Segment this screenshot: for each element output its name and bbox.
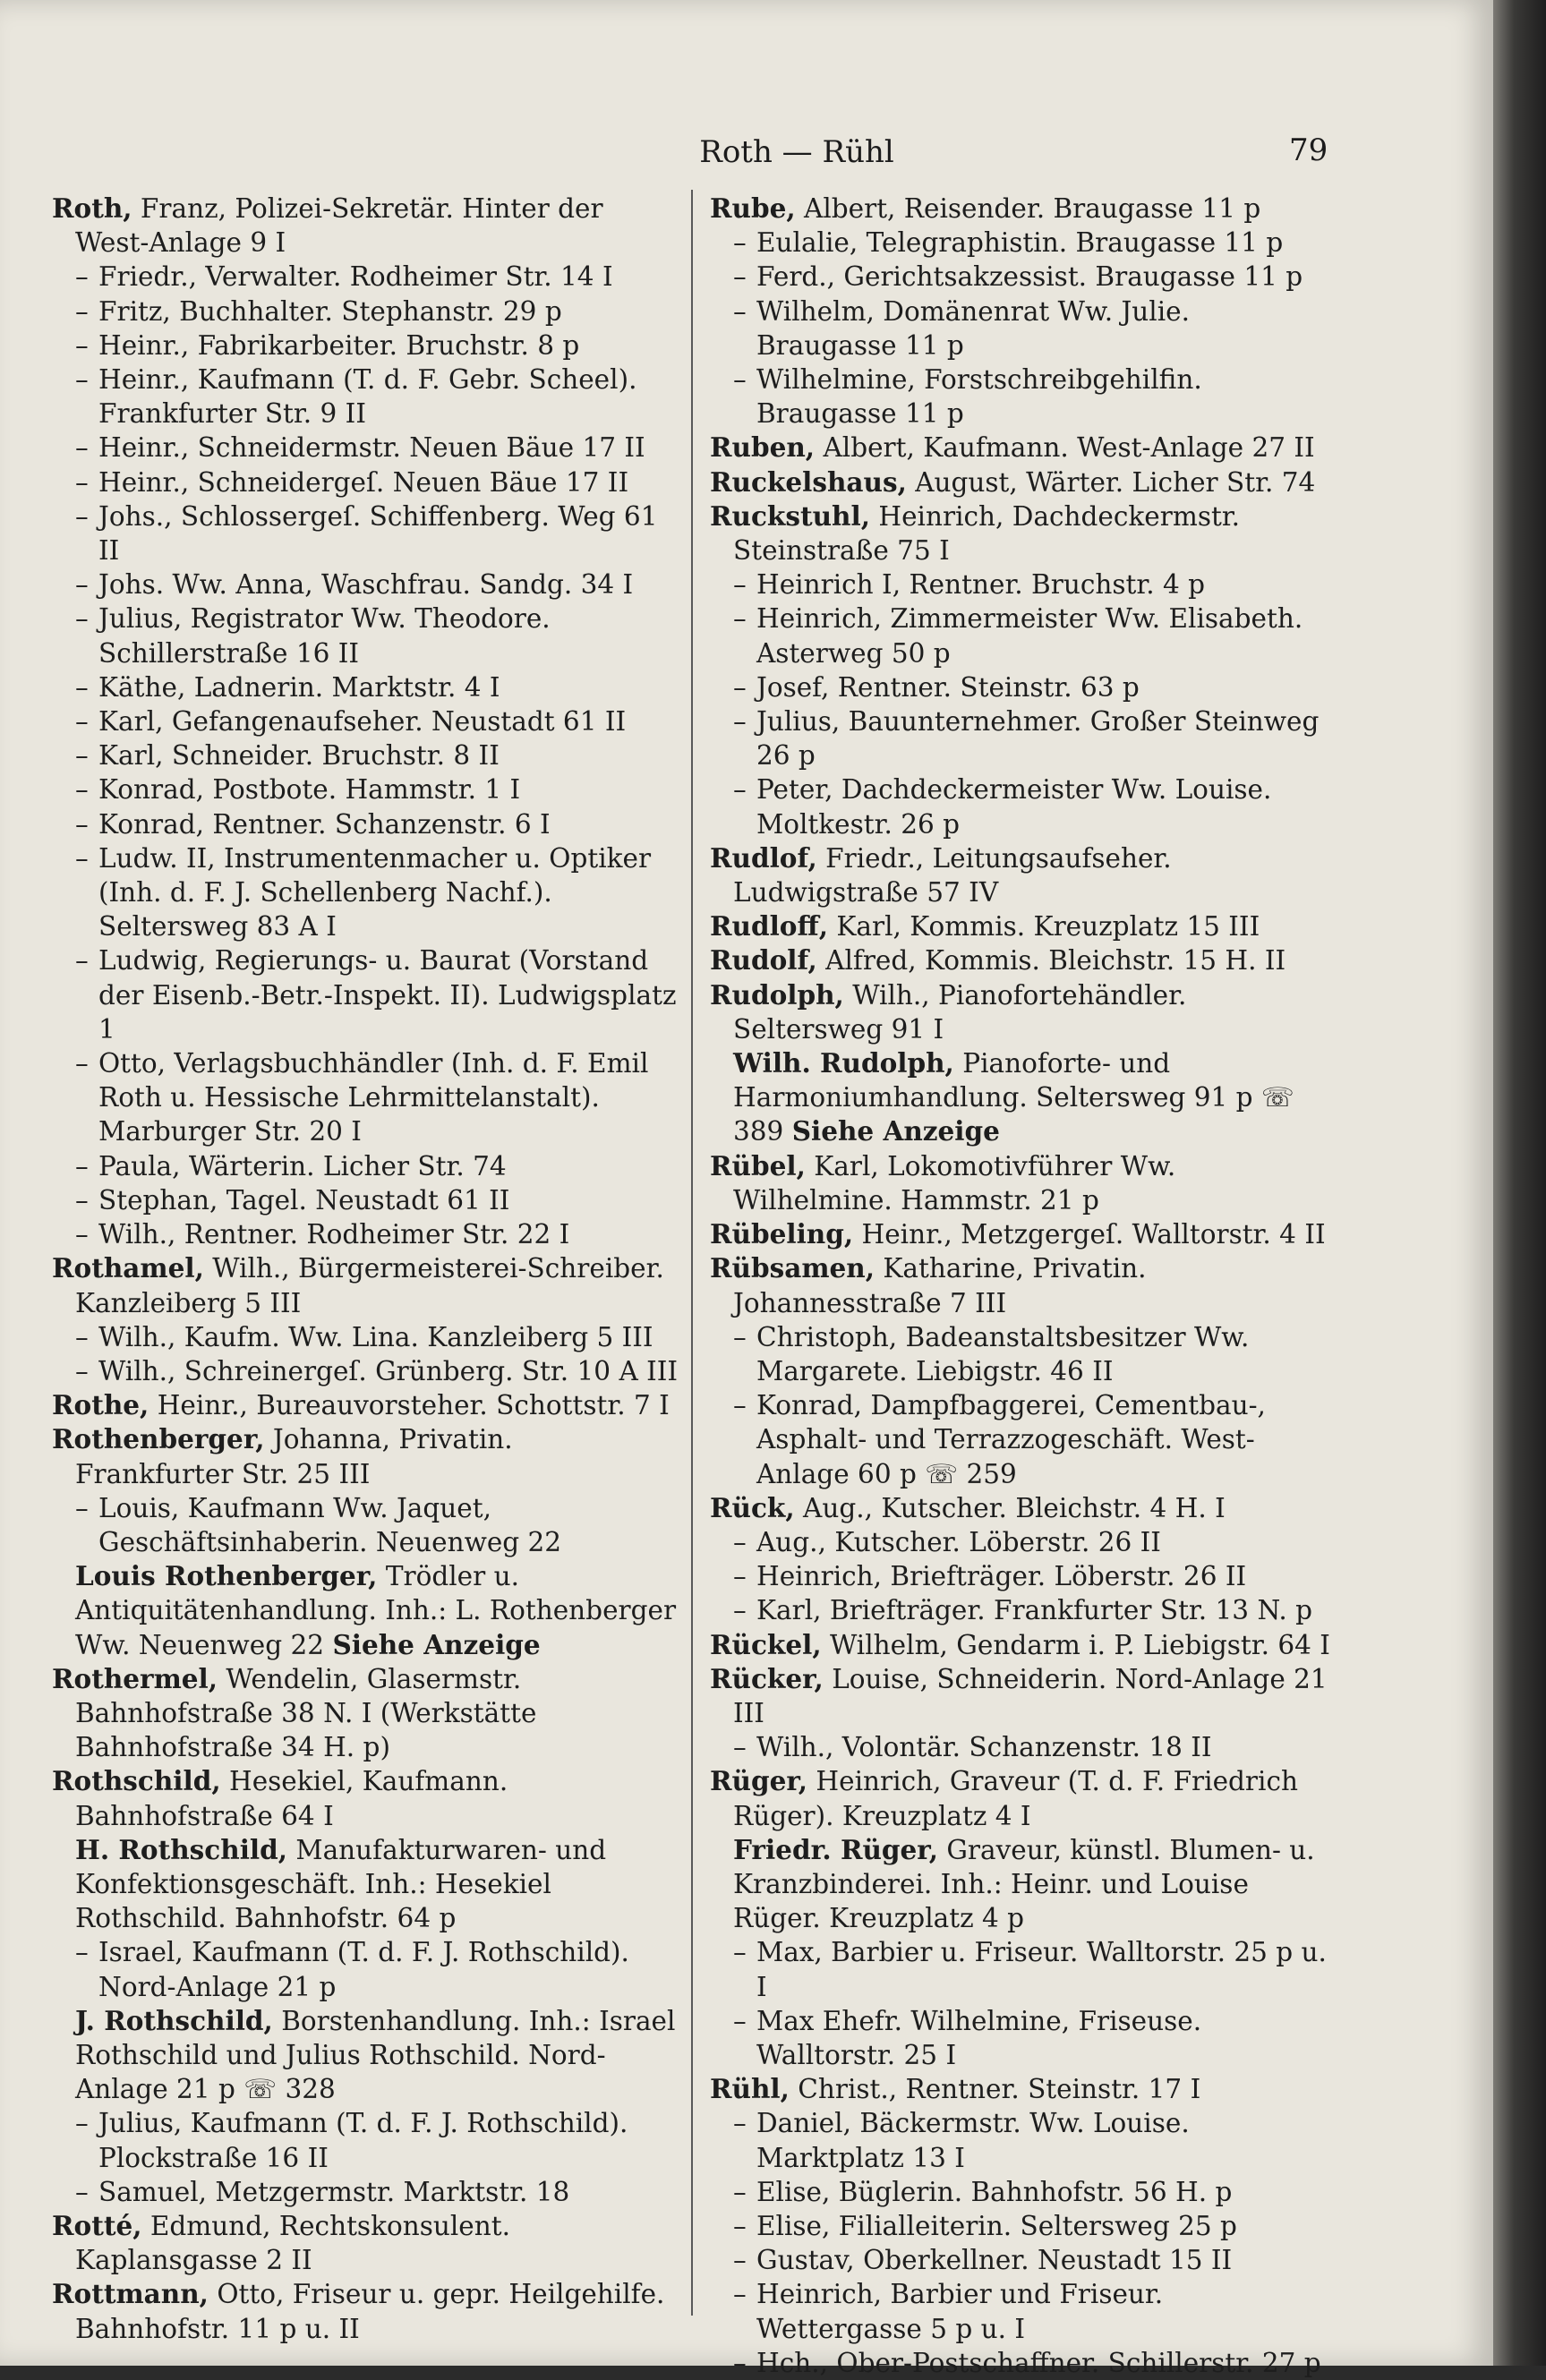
entry-surname: Rückel, <box>710 1628 822 1660</box>
entry-details: Heinr., Bureauvorsteher. Schottstr. 7 I <box>149 1390 670 1421</box>
entry-details: Paula, Wärterin. Licher Str. 74 <box>98 1150 507 1181</box>
directory-entry <box>710 1525 1337 1559</box>
ditto-dash: – <box>733 227 747 259</box>
entry-details: Louis, Kaufmann Ww. Jaquet, Geschäftsinhaberin. Neuenweg 22 <box>98 1492 562 1557</box>
entry-details: Heinr., Schneidergeſ. Neuen Bäue 17 II <box>98 466 629 498</box>
ditto-dash: – <box>75 1150 89 1181</box>
entry-details: Ferd., Gerichtsakzessist. Braugasse 11 p <box>756 261 1303 293</box>
entry-details: Konrad, Postbote. Hammstr. 1 I <box>98 774 521 806</box>
directory-entry <box>52 2277 679 2345</box>
entry-surname: J. Rothschild, <box>75 2004 273 2036</box>
ditto-dash: – <box>733 1321 747 1352</box>
entry-surname: Friedr. Rüger, <box>733 1833 938 1865</box>
directory-entry <box>52 294 679 328</box>
entry-details: Pianoforte- und Harmoniumhandlung. Seltersweg 91 p ☏ 389 <box>733 1048 1294 1147</box>
entry-details: Wilh., Pianofortehändler. Seltersweg 91 I <box>733 979 1187 1045</box>
directory-entry <box>52 1046 679 1149</box>
entry-surname: Rothenberger, <box>52 1423 265 1455</box>
directory-entry <box>710 2004 1337 2072</box>
entry-details: Otto, Friseur u. gepr. Heilgehilfe. Bahnhofstr. 11 p u. II <box>75 2279 665 2344</box>
entry-details: Konrad, Dampfbaggerei, Cementbau-, Asphalt- und Terrazzogeschäft. West-Anlage 60 p ☏ 259 <box>756 1390 1266 1489</box>
ditto-dash: – <box>733 569 747 601</box>
directory-entry <box>52 943 679 1046</box>
ditto-dash: – <box>75 295 89 327</box>
running-head: Roth — Rühl <box>699 134 894 170</box>
ditto-dash: – <box>733 1561 747 1592</box>
entry-details: Max Ehefr. Wilhelmine, Friseuse. Walltorstr. 25 I <box>756 2005 1202 2070</box>
directory-entry <box>710 2072 1337 2106</box>
directory-entry <box>710 1730 1337 1764</box>
directory-entry <box>710 2209 1337 2243</box>
directory-entry <box>52 1662 679 1765</box>
directory-entry <box>710 1491 1337 1525</box>
entry-details: Julius, Kaufmann (T. d. F. J. Rothschild). Plockstraße 16 II <box>98 2108 628 2173</box>
entry-details: Graveur, künstl. Blumen- u. Kranzbinderei. Inh.: Heinr. und Louise Rüger. Kreuzplatz 4 p <box>733 1834 1315 1934</box>
advertisement-entry <box>710 1046 1337 1149</box>
entry-details: Ludw. II, Instrumentenmacher u. Optiker (Inh. d. F. J. Schellenberg Nachf.). Seltersweg 83 A I <box>98 842 652 943</box>
entry-details: Julius, Bauunternehmer. Großer Steinweg 26 p <box>756 706 1320 772</box>
directory-entry <box>710 431 1337 465</box>
entry-details: Karl, Lokomotivführer Ww. Wilhelmine. Hammstr. 21 p <box>733 1150 1176 1216</box>
entry-details: Israel, Kaufmann (T. d. F. J. Rothschild). Nord-Anlage 21 p <box>98 1937 629 2002</box>
entry-details: Wilhelm, Domänenrat Ww. Julie. Braugasse 11 p <box>756 295 1190 361</box>
entry-details: Louise, Schneiderin. Nord-Anlage 21 III <box>733 1663 1328 1728</box>
entry-surname: Rotté, <box>52 2209 142 2241</box>
directory-entry <box>52 1935 679 2003</box>
directory-entry <box>710 978 1337 1046</box>
directory-entry <box>710 1935 1337 2003</box>
directory-entry <box>710 1764 1337 1832</box>
directory-entry <box>710 226 1337 260</box>
directory-entry <box>710 2243 1337 2277</box>
entry-details: Wilh., Bürgermeisterei-Schreiber. Kanzleiberg 5 III <box>75 1253 664 1318</box>
ditto-dash: – <box>75 261 89 293</box>
directory-entry <box>710 1251 1337 1319</box>
entry-details: Gustav, Oberkellner. Neustadt 15 II <box>756 2245 1233 2276</box>
entry-details: Heinrich, Briefträger. Löberstr. 26 II <box>756 1561 1247 1592</box>
directory-entry <box>710 567 1337 601</box>
entry-surname: Rübeling, <box>710 1218 854 1250</box>
advertisement-entry <box>52 1559 679 1662</box>
right-column <box>710 192 1337 2380</box>
entry-details: Peter, Dachdeckermeister Ww. Louise. Moltkestr. 26 p <box>756 774 1272 840</box>
entry-details: Wendelin, Glasermstr. Bahnhofstraße 38 N. I (Werkstätte Bahnhofstraße 34 H. p) <box>75 1663 537 1763</box>
directory-entry <box>52 1251 679 1319</box>
directory-entry <box>52 1764 679 1832</box>
entry-details: Albert, Reisender. Braugasse 11 p <box>795 193 1261 224</box>
directory-entry <box>52 465 679 499</box>
ditto-dash: – <box>75 432 89 464</box>
directory-entry <box>52 1320 679 1354</box>
directory-entry <box>52 2175 679 2209</box>
ditto-dash: – <box>75 364 89 396</box>
entry-details: Friedr., Leitungsaufseher. Ludwigstraße 57 IV <box>733 842 1172 908</box>
entry-details: Manufakturwaren- und Konfektionsgeschäft. Inh.: Hesekiel Rothschild. Bahnhofstr. 64 p <box>75 1834 607 1934</box>
directory-entry <box>52 1217 679 1251</box>
directory-entry <box>710 1628 1337 1662</box>
entry-details: Ludwig, Regierungs- u. Baurat (Vorstand der Eisenb.-Betr.-Inspekt. II). Ludwigsplatz 1 <box>98 945 677 1045</box>
entry-details: Wilhelmine, Forstschreibgehilfin. Braugasse 11 p <box>756 364 1202 430</box>
entry-details: Josef, Rentner. Steinstr. 63 p <box>756 671 1140 703</box>
entry-details: Karl, Kommis. Kreuzplatz 15 III <box>827 911 1260 943</box>
ditto-dash: – <box>75 569 89 601</box>
entry-surname: H. Rothschild, <box>75 1833 288 1865</box>
ditto-dash: – <box>733 603 747 635</box>
directory-entry <box>710 363 1337 431</box>
entry-surname: Roth, <box>52 192 132 224</box>
directory-entry <box>52 1491 679 1559</box>
entry-surname: Rühl, <box>710 2073 790 2105</box>
entry-details: Alfred, Kommis. Bleichstr. 15 H. II <box>816 945 1286 977</box>
directory-entry <box>52 841 679 944</box>
entry-details: Christ., Rentner. Steinstr. 17 I <box>789 2074 1201 2105</box>
directory-entry <box>52 192 679 260</box>
directory-entry <box>52 2209 679 2277</box>
entry-details: Heinrich, Zimmermeister Ww. Elisabeth. Asterweg 50 p <box>756 603 1303 669</box>
entry-details: Johs., Schlossergeſ. Schiffenberg. Weg 61 II <box>98 500 658 567</box>
entry-surname: Rudolf, <box>710 944 817 977</box>
ditto-dash: – <box>75 500 89 532</box>
ditto-dash: – <box>75 740 89 772</box>
directory-entry <box>52 670 679 704</box>
directory-entry <box>52 601 679 670</box>
entry-details: Friedr., Verwalter. Rodheimer Str. 14 I <box>98 261 613 293</box>
entry-details: Wilh., Volontär. Schanzenstr. 18 II <box>756 1732 1212 1763</box>
ditto-dash: – <box>75 1321 89 1352</box>
entry-surname: Rothe, <box>52 1389 149 1421</box>
directory-entry <box>710 1388 1337 1491</box>
entry-details: Albert, Kaufmann. West-Anlage 27 II <box>815 432 1315 464</box>
entry-details: Trödler u. Antiquitätenhandlung. Inh.: L. Rothenberger Ww. Neuenweg 22 <box>75 1561 677 1660</box>
ditto-dash: – <box>75 1937 89 1968</box>
ditto-dash: – <box>733 774 747 806</box>
directory-entry <box>52 499 679 567</box>
directory-entry <box>52 738 679 772</box>
ditto-dash: – <box>733 1390 747 1421</box>
directory-entry <box>710 841 1337 909</box>
entry-details: Johanna, Privatin. Frankfurter Str. 25 III <box>75 1424 513 1489</box>
directory-entry <box>52 704 679 738</box>
ditto-dash: – <box>75 842 89 874</box>
directory-entry <box>52 2106 679 2174</box>
directory-entry <box>52 363 679 431</box>
ditto-dash: – <box>75 706 89 738</box>
ditto-dash: – <box>75 945 89 977</box>
directory-entry <box>52 1354 679 1388</box>
ditto-dash: – <box>733 1595 747 1626</box>
entry-details: Borstenhandlung. Inh.: Israel Rothschild und Julius Rothschild. Nord-Anlage 21 p ☏ 328 <box>75 2005 676 2105</box>
directory-entry <box>710 2277 1337 2345</box>
entry-surname: Rübel, <box>710 1149 806 1181</box>
book-edge <box>1493 0 1546 2366</box>
entry-surname: Rücker, <box>710 1662 824 1694</box>
entry-surname: Rück, <box>710 1491 795 1523</box>
ditto-dash: – <box>733 2245 747 2276</box>
directory-entry <box>710 1320 1337 1388</box>
ad-reference: Siehe Anzeige <box>332 1628 541 1660</box>
entry-details: Heinrich, Dachdeckermstr. Steinstraße 75 I <box>733 500 1241 567</box>
directory-entry <box>52 1422 679 1490</box>
directory-entry <box>52 807 679 841</box>
entry-details: Christoph, Badeanstaltsbesitzer Ww. Margarete. Liebigstr. 46 II <box>756 1321 1250 1386</box>
directory-entry <box>710 909 1337 943</box>
entry-surname: Wilh. Rudolph, <box>733 1047 954 1079</box>
entry-surname: Rudolph, <box>710 978 844 1011</box>
directory-entry <box>52 1149 679 1183</box>
entry-details: Daniel, Bäckermstr. Ww. Louise. Marktplatz 13 I <box>756 2108 1190 2173</box>
directory-entry <box>710 465 1337 499</box>
ditto-dash: – <box>733 2279 747 2310</box>
directory-entry <box>710 704 1337 772</box>
directory-entry <box>710 192 1337 226</box>
entry-details: Stephan, Tagel. Neustadt 61 II <box>98 1184 510 1216</box>
ditto-dash: – <box>75 2176 89 2207</box>
entry-details: Franz, Polizei-Sekretär. Hinter der West-Anlage 9 I <box>75 193 603 259</box>
entry-details: Heinrich I, Rentner. Bruchstr. 4 p <box>756 569 1205 601</box>
directory-entry <box>710 1593 1337 1627</box>
directory-entry <box>710 670 1337 704</box>
directory-entry <box>710 943 1337 977</box>
directory-entry <box>710 772 1337 840</box>
entry-details: Katharine, Privatin. Johannesstraße 7 III <box>733 1253 1147 1318</box>
entry-surname: Ruckelshaus, <box>710 465 907 498</box>
ditto-dash: – <box>733 261 747 293</box>
entry-details: Elise, Büglerin. Bahnhofstr. 56 H. p <box>756 2176 1233 2207</box>
entry-details: Heinrich, Barbier und Friseur. Wettergasse 5 p u. I <box>756 2279 1164 2344</box>
entry-details: Käthe, Ladnerin. Marktstr. 4 I <box>98 671 500 703</box>
advertisement-entry <box>52 2004 679 2107</box>
entry-surname: Rottmann, <box>52 2278 209 2310</box>
entry-details: Fritz, Buchhalter. Stephanstr. 29 p <box>98 295 562 327</box>
directory-entry <box>52 1388 679 1422</box>
entry-details: Wilhelm, Gendarm i. P. Liebigstr. 64 I <box>821 1629 1330 1660</box>
entry-surname: Rothermel, <box>52 1662 218 1694</box>
directory-entry <box>710 601 1337 670</box>
entry-details: Hesekiel, Kaufmann. Bahnhofstraße 64 I <box>75 1766 508 1831</box>
ditto-dash: – <box>733 295 747 327</box>
ditto-dash: – <box>733 706 747 738</box>
entry-surname: Rothschild, <box>52 1765 221 1797</box>
entry-details: Julius, Registrator Ww. Theodore. Schillerstraße 16 II <box>98 603 551 669</box>
directory-entry <box>52 260 679 294</box>
entry-details: Karl, Briefträger. Frankfurter Str. 13 N. p <box>756 1595 1313 1626</box>
entry-surname: Rube, <box>710 192 796 224</box>
entry-details: Heinr., Kaufmann (T. d. F. Gebr. Scheel). Frankfurter Str. 9 II <box>98 364 637 430</box>
directory-entry <box>52 431 679 465</box>
ditto-dash: – <box>733 364 747 396</box>
ditto-dash: – <box>733 1732 747 1763</box>
entry-surname: Rüger, <box>710 1765 808 1797</box>
directory-entry <box>710 2175 1337 2209</box>
entry-details: Heinr., Metzgergeſ. Walltorstr. 4 II <box>853 1219 1326 1250</box>
ditto-dash: – <box>75 466 89 498</box>
entry-details: Elise, Filialleiterin. Seltersweg 25 p <box>756 2210 1237 2241</box>
directory-entry <box>710 1559 1337 1593</box>
entry-details: Edmund, Rechtskonsulent. Kaplansgasse 2 II <box>75 2210 510 2276</box>
entry-details: August, Wärter. Licher Str. 74 <box>906 466 1316 498</box>
entry-surname: Rothamel, <box>52 1252 204 1284</box>
left-column <box>52 192 679 2346</box>
ditto-dash: – <box>75 1355 89 1386</box>
directory-entry <box>52 772 679 806</box>
entry-details: Heinr., Schneidermstr. Neuen Bäue 17 II <box>98 432 645 464</box>
directory-entry <box>710 260 1337 294</box>
ad-reference: Siehe Anzeige <box>791 1115 1000 1147</box>
entry-surname: Rudloff, <box>710 910 828 943</box>
ditto-dash: – <box>75 1219 89 1250</box>
ditto-dash: – <box>733 2210 747 2241</box>
ditto-dash: – <box>733 2347 747 2378</box>
ditto-dash: – <box>733 2108 747 2139</box>
entry-details: Karl, Gefangenaufseher. Neustadt 61 II <box>98 706 627 738</box>
ditto-dash: – <box>75 329 89 361</box>
ditto-dash: – <box>733 2176 747 2207</box>
ditto-dash: – <box>733 2005 747 2036</box>
ditto-dash: – <box>75 671 89 703</box>
entry-details: Wilh., Schreinergeſ. Grünberg. Str. 10 A III <box>98 1355 679 1386</box>
directory-entry <box>710 294 1337 363</box>
advertisement-entry <box>52 1833 679 1936</box>
entry-details: Samuel, Metzgermstr. Marktstr. 18 <box>98 2176 570 2207</box>
entry-details: Otto, Verlagsbuchhändler (Inh. d. F. Emil Roth u. Hessische Lehrmittelanstalt). Marburger Str. 20 I <box>98 1048 649 1147</box>
entry-details: Hch., Ober-Postschaffner. Schillerstr. 27 p <box>756 2347 1321 2378</box>
entry-details: Wilh., Kaufm. Ww. Lina. Kanzleiberg 5 III <box>98 1321 653 1352</box>
directory-entry <box>710 2106 1337 2174</box>
advertisement-entry <box>710 1833 1337 1936</box>
directory-entry <box>710 499 1337 567</box>
entry-surname: Rübsamen, <box>710 1252 875 1284</box>
ditto-dash: – <box>75 1492 89 1523</box>
entry-details: Karl, Schneider. Bruchstr. 8 II <box>98 740 500 772</box>
directory-entry <box>52 1183 679 1217</box>
ditto-dash: – <box>75 808 89 840</box>
ditto-dash: – <box>75 2108 89 2139</box>
ditto-dash: – <box>733 1937 747 1968</box>
entry-details: Aug., Kutscher. Löberstr. 26 II <box>756 1526 1161 1557</box>
entry-details: Aug., Kutscher. Bleichstr. 4 H. I <box>794 1492 1226 1523</box>
entry-details: Johs. Ww. Anna, Waschfrau. Sandg. 34 I <box>98 569 634 601</box>
entry-surname: Ruckstuhl, <box>710 499 870 532</box>
directory-entry <box>710 1149 1337 1217</box>
entry-surname: Louis Rothenberger, <box>75 1560 378 1592</box>
ditto-dash: – <box>733 671 747 703</box>
entry-details: Wilh., Rentner. Rodheimer Str. 22 I <box>98 1219 570 1250</box>
entry-details: Heinrich, Graveur (T. d. F. Friedrich Rüger). Kreuzplatz 4 I <box>733 1766 1298 1831</box>
entry-details: Heinr., Fabrikarbeiter. Bruchstr. 8 p <box>98 329 580 361</box>
ditto-dash: – <box>75 603 89 635</box>
directory-entry <box>710 1662 1337 1730</box>
ditto-dash: – <box>75 1184 89 1216</box>
directory-entry <box>52 328 679 363</box>
ditto-dash: – <box>75 1048 89 1079</box>
entry-surname: Rudlof, <box>710 841 817 874</box>
directory-entry <box>52 567 679 601</box>
column-divider <box>691 190 693 2316</box>
entry-details: Max, Barbier u. Friseur. Walltorstr. 25 p u. I <box>756 1937 1327 2002</box>
entry-details: Konrad, Rentner. Schanzenstr. 6 I <box>98 808 551 840</box>
directory-entry <box>710 1217 1337 1251</box>
entry-surname: Ruben, <box>710 431 816 464</box>
ditto-dash: – <box>733 1526 747 1557</box>
entry-details: Eulalie, Telegraphistin. Braugasse 11 p <box>756 227 1284 259</box>
page-number: 79 <box>1289 132 1328 168</box>
directory-entry <box>710 2346 1337 2380</box>
ditto-dash: – <box>75 774 89 806</box>
